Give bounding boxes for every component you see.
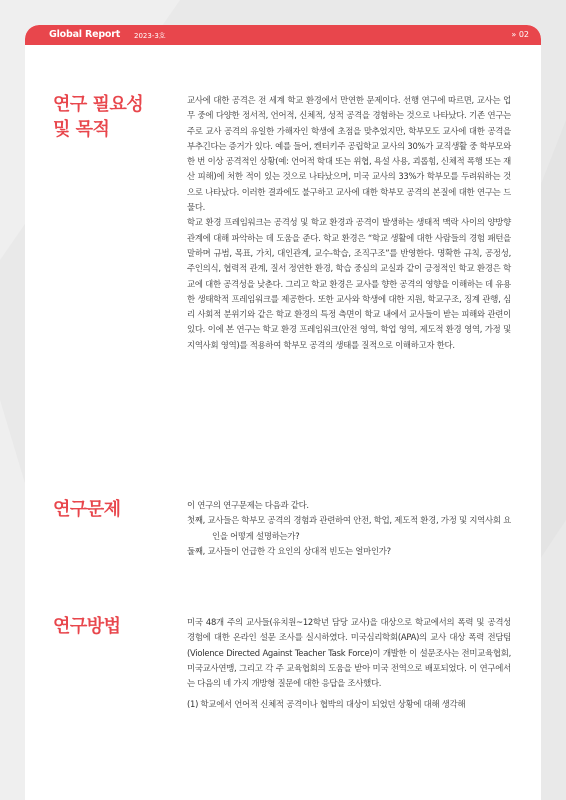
- paragraph: 교사에 대한 공격은 전 세계 학교 환경에서 만연한 문제이다. 선행 연구에 따르면, 교사는 업무 중에 다양한 정서적, 언어적, 신체적, 성적 공격을 경험하는 것으로 나타났다. 기존 연구는 주로 교사 공격의 유일한 가해자인 학생에 초점을 맞추었지만, 학부모도 교사에 대한 공격을 부추긴다는 증거가 있다. 예를 들어, 켄터키주 공립학교 교사의 30%가 교직생활 중 학부모와 한 번 이상 공격적인 상황(예: 언어적 학대 또는 위협, 욕설 사용, 괴롭힘, 신체적 폭행 또는 재산 피해)에 처한 적이 있는 것으로 나타났으며, 미국 교사의 33%가 학부모를 두려워하는 것으로 나타났다. 이러한 결과에도 불구하고 교사에 대한 학부모 공격의 본질에 대한 연구는 드물다.: [187, 95, 511, 213]
- question-item: 첫째, 교사들은 학부모 공격의 경험과 관련하여 안전, 학업, 제도적 환경, 가정 및 지역사회 요인을 어떻게 설명하는가?: [187, 515, 511, 541]
- section-title-line: 연구문제: [53, 499, 121, 520]
- issue-label: 2023-3호: [134, 32, 166, 40]
- section-title-line: 연구방법: [53, 616, 121, 637]
- question-item: 둘째, 교사들이 언급한 각 요인의 상대적 빈도는 얼마인가?: [187, 545, 391, 556]
- section-body-purpose: [187, 93, 511, 353]
- section-title-questions: [53, 497, 121, 522]
- report-page: [25, 25, 541, 800]
- section-body-questions: [187, 498, 511, 559]
- section-title-line: 연구 필요성: [53, 94, 144, 115]
- questions-intro: 이 연구의 연구문제는 다음과 같다.: [187, 500, 309, 510]
- page-header: [25, 25, 541, 45]
- paragraph: 학교 환경 프레임워크는 공격성 및 학교 환경과 공격이 발생하는 생태적 맥락 사이의 양방향 관계에 대해 파악하는 데 도움을 준다. 학교 환경은 “학교 생활에 대한 사람들의 경험 패턴을 말하며 규범, 목표, 가치, 대인관계, 교수-학습, 조직구조”를 반영한다. 명확한 규칙, 공정성, 주인의식, 협력적 관계, 질서 정연한 환경, 학습 중심의 교실과 같이 긍정적인 학교 환경은 학교에 대한 공격성을 낮춘다. 그리고 학교 환경은 교사를 향한 공격의 영향을 이해하는 데 유용한 생태학적 프레임워크를 제공한다. 또한 교사와 학생에 대한 지원, 학교구조, 징계 관행, 심리 사회적 분위기와 같은 학교 환경의 특정 측면이 학교 내에서 교사들이 받는 피해와 관련이 있다. 이에 본 연구는 학교 환경 프레임워크(안전 영역, 학업 영역, 제도적 환경 영역, 가정 및 지역사회 영역)를 적용하여 학부모 공격의 생태를 질적으로 이해하고자 한다.: [187, 217, 511, 350]
- section-title-method: [53, 614, 121, 639]
- page-number: » 02: [511, 30, 529, 39]
- section-body-method: [187, 615, 511, 713]
- brand-name: Global Report: [49, 29, 121, 40]
- paragraph: (1) 학교에서 언어적 신체적 공격이나 협박의 대상이 되었던 상황에 대해 생각해: [187, 699, 466, 710]
- section-title-purpose: [53, 92, 143, 142]
- paragraph: 미국 48개 주의 교사들(유치원~12학년 담당 교사)을 대상으로 학교에서의 폭력 및 공격성 경험에 대한 온라인 설문 조사를 실시하였다. 미국심리학회(APA)의 교사 대상 폭력 전담팀(Violence Directed Against Teacher Task Force)이 개발한 이 설문조사는 전미교육협회, 미국교사연맹, 그리고 각 주 교육협회의 도움을 받아 미국 전역으로 배포되었다. 이 연구에서는 다음의 네 가지 개방형 질문에 대한 응답을 조사했다.: [187, 617, 511, 689]
- section-title-line: 및 목적: [53, 119, 110, 140]
